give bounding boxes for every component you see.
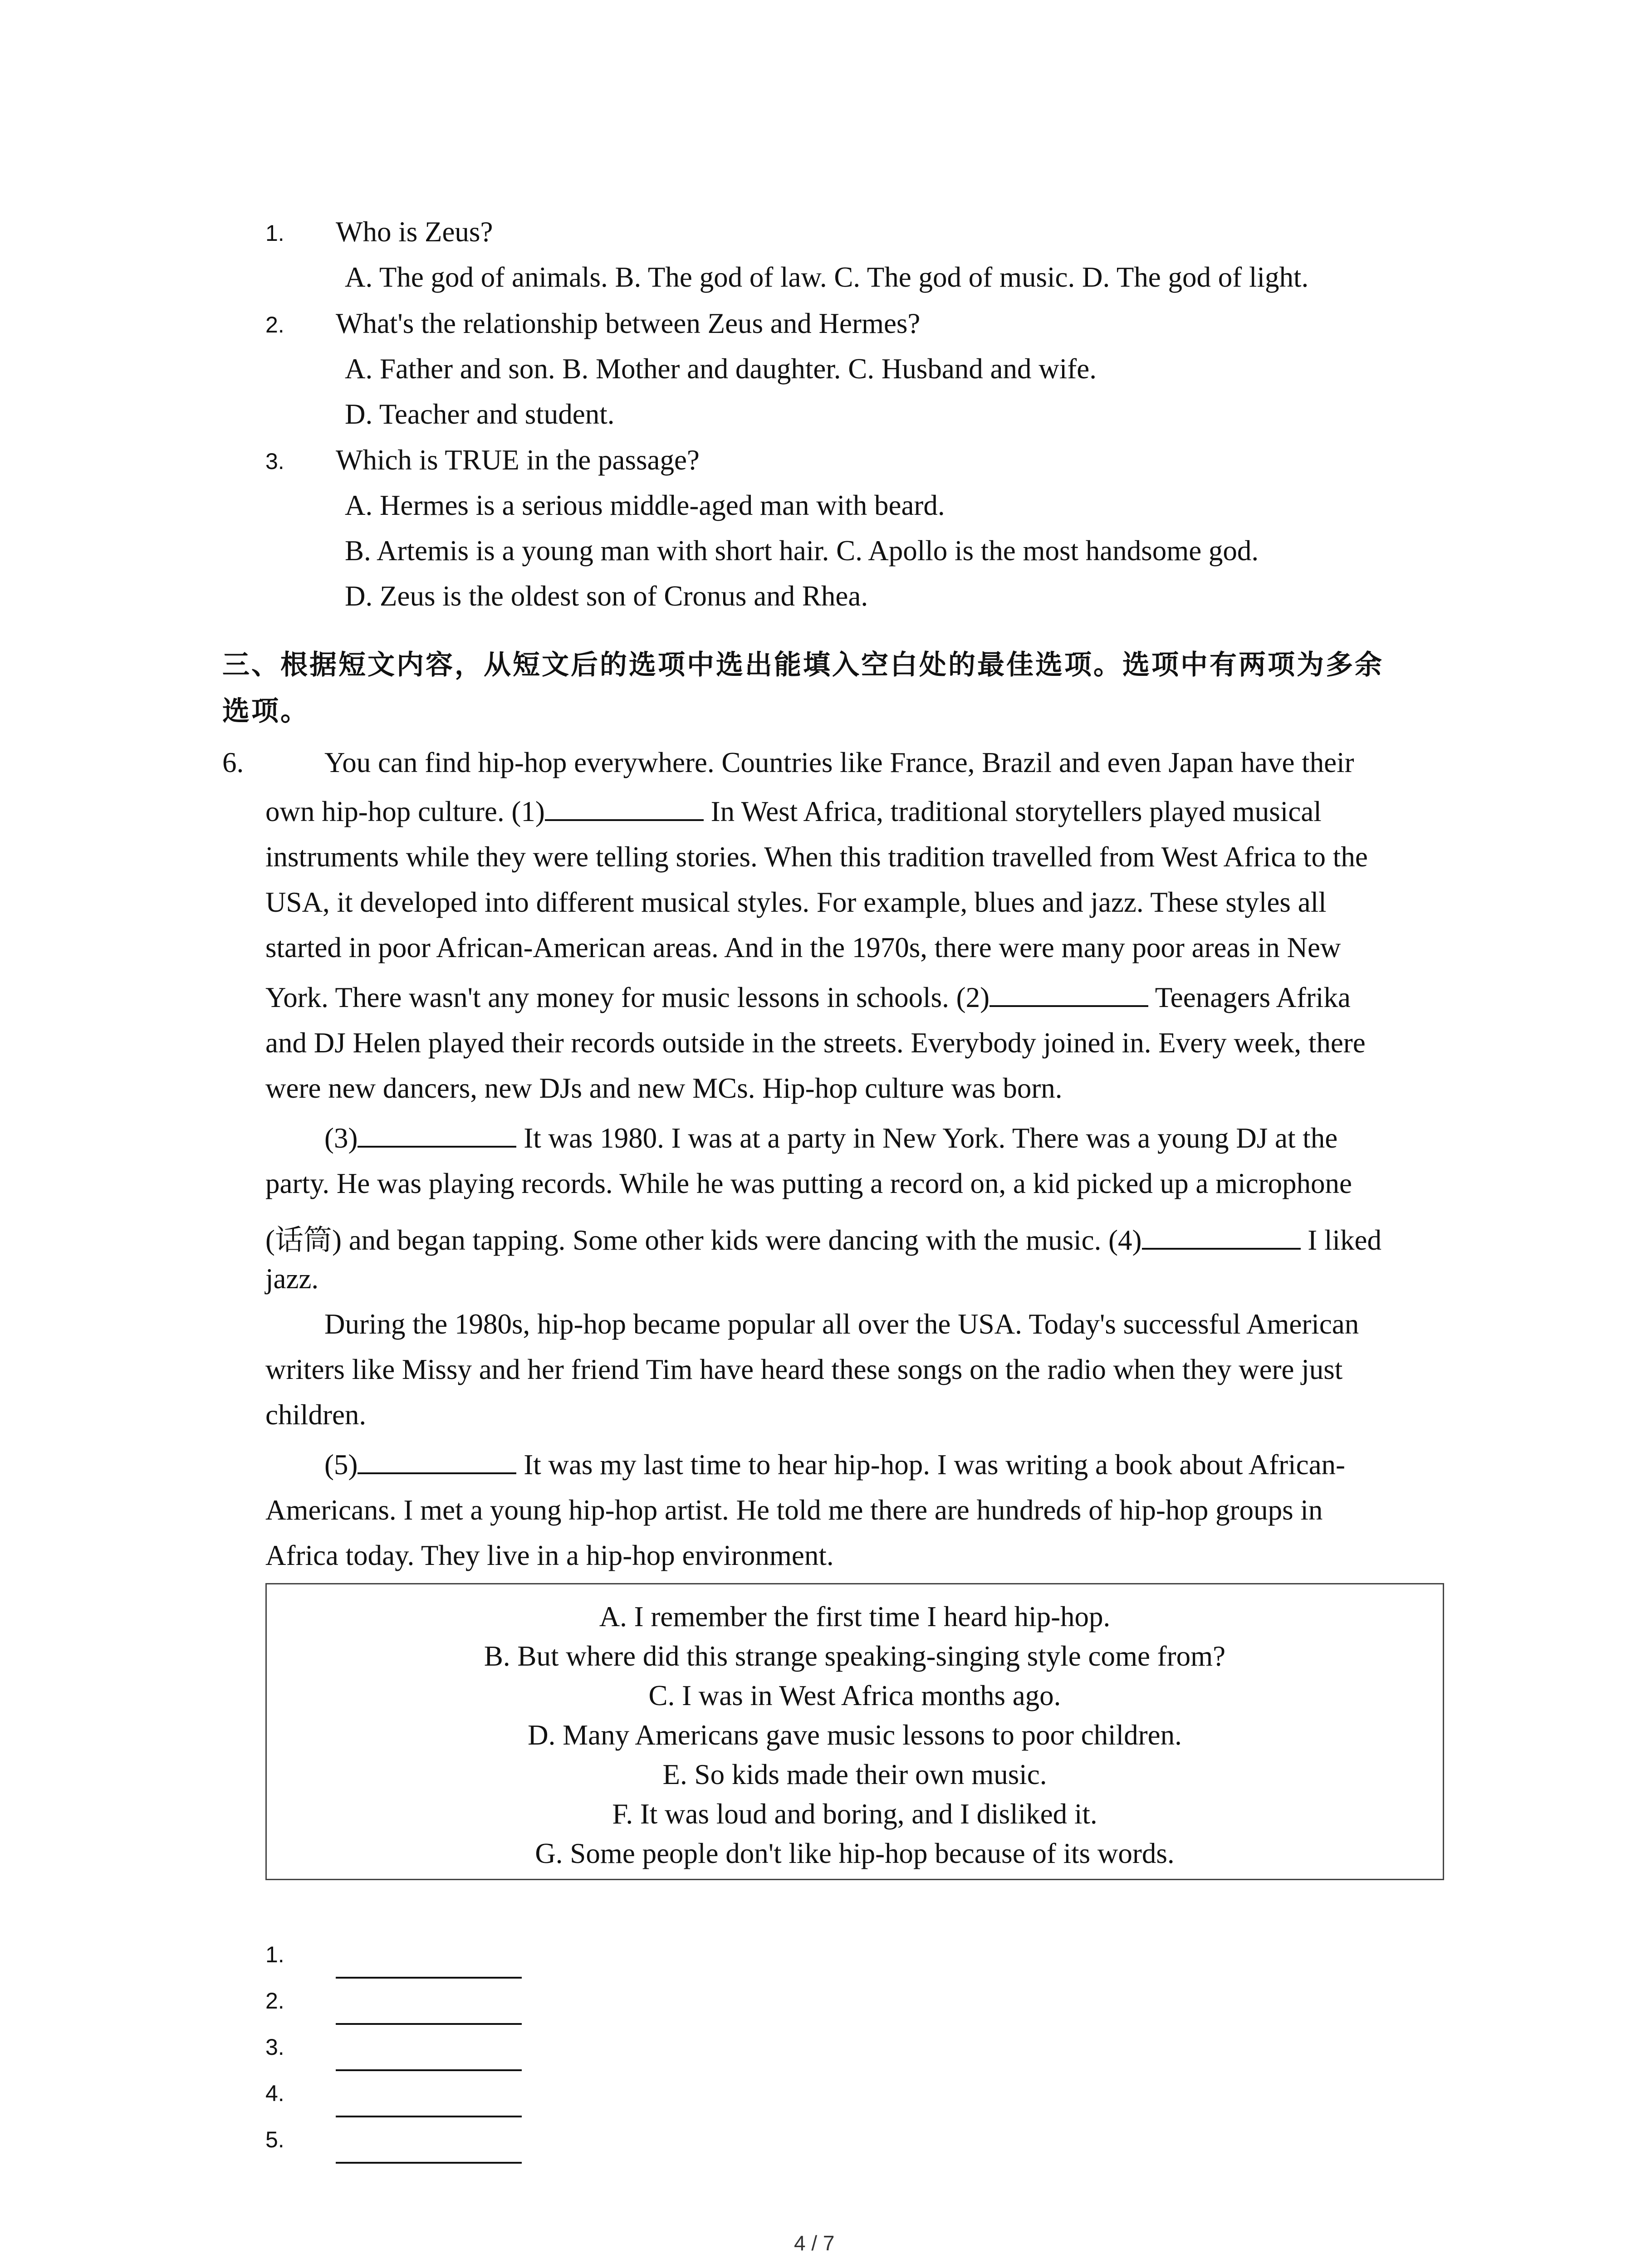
passage-line: (3) It was 1980. I was at a party in New York. There was a young DJ at the [324, 1122, 1338, 1154]
page-number: 4 / 7 [794, 2231, 835, 2255]
passage-line: instruments while they were telling stories. When this tradition travelled from West Africa to the [265, 841, 1368, 873]
option-a: A. I remember the first time I heard hip-hop. [599, 1601, 1111, 1633]
passage-line: jazz. [265, 1263, 319, 1295]
question-options: D. Zeus is the oldest son of Cronus and Rhea. [345, 580, 868, 612]
passage-line: (5) It was my last time to hear hip-hop. I was writing a book about African- [324, 1449, 1346, 1481]
blank-3[interactable] [358, 1145, 516, 1148]
option-b: B. But where did this strange speaking-singing style come from? [484, 1640, 1226, 1672]
question-stem: Which is TRUE in the passage? [336, 444, 700, 476]
question-stem: Who is Zeus? [336, 216, 493, 248]
question-number: 2. [265, 312, 284, 337]
passage-line: children. [265, 1399, 367, 1431]
answer-blank-3[interactable] [336, 2069, 522, 2071]
passage-line: Americans. I met a young hip-hop artist. He told me there are hundreds of hip-hop groups in [265, 1494, 1323, 1526]
passage-line: started in poor African-American areas. And in the 1970s, there were many poor areas in New [265, 932, 1341, 963]
question-stem: What's the relationship between Zeus and Hermes? [336, 308, 921, 339]
section-heading-line2: 选项。 [222, 695, 309, 727]
answer-blank-4[interactable] [336, 2116, 522, 2117]
passage-line: and DJ Helen played their records outside in the streets. Everybody joined in. Every week, there [265, 1027, 1366, 1059]
answer-number: 4. [265, 2081, 284, 2106]
question-number: 1. [265, 220, 284, 246]
passage-line: Africa today. They live in a hip-hop environment. [265, 1540, 834, 1571]
blank-2[interactable] [989, 1005, 1148, 1007]
blank-5[interactable] [358, 1472, 516, 1474]
answer-number: 1. [265, 1942, 284, 1967]
passage-line: York. There wasn't any money for music lessons in schools. (2) Teenagers Afrika [265, 982, 1351, 1013]
passage-line: During the 1980s, hip-hop became popular all over the USA. Today's successful American [324, 1308, 1359, 1340]
passage-line: USA, it developed into different musical styles. For example, blues and jazz. These styles all [265, 886, 1327, 918]
option-e: E. So kids made their own music. [662, 1759, 1047, 1790]
question-number: 3. [265, 449, 284, 474]
option-c: C. I was in West Africa months ago. [648, 1680, 1061, 1711]
blank-4[interactable] [1142, 1247, 1301, 1250]
answer-number: 3. [265, 2034, 284, 2060]
option-d: D. Many Americans gave music lessons to poor children. [528, 1719, 1182, 1751]
options-box [265, 1583, 1444, 1880]
answer-blank-5[interactable] [336, 2162, 522, 2164]
passage-line: own hip-hop culture. (1) In West Africa, traditional storytellers played musical [265, 796, 1322, 827]
answer-blank-1[interactable] [336, 1977, 522, 1979]
answer-number: 2. [265, 1988, 284, 2014]
question-options: D. Teacher and student. [345, 398, 615, 430]
question-options: A. The god of animals. B. The god of law. C. The god of music. D. The god of light. [345, 261, 1309, 293]
question-options: B. Artemis is a young man with short hair. C. Apollo is the most handsome god. [345, 535, 1259, 567]
option-f: F. It was loud and boring, and I disliked it. [612, 1798, 1097, 1830]
option-g: G. Some people don't like hip-hop because of its words. [535, 1838, 1175, 1869]
question-options: A. Hermes is a serious middle-aged man with beard. [345, 489, 945, 521]
passage-line: writers like Missy and her friend Tim have heard these songs on the radio when they were just [265, 1354, 1343, 1385]
passage-line: You can find hip-hop everywhere. Countries like France, Brazil and even Japan have their [324, 747, 1354, 778]
question-options: A. Father and son. B. Mother and daughter. C. Husband and wife. [345, 353, 1097, 385]
blank-1[interactable] [545, 819, 704, 821]
passage-line: party. He was playing records. While he was putting a record on, a kid picked up a microphone [265, 1168, 1352, 1199]
answer-number: 5. [265, 2127, 284, 2152]
answer-blank-2[interactable] [336, 2023, 522, 2025]
passage-line: were new dancers, new DJs and new MCs. Hip-hop culture was born. [265, 1072, 1063, 1104]
passage-number: 6. [222, 747, 244, 778]
section-heading-line1: 三、根据短文内容，从短文后的选项中选出能填入空白处的最佳选项。选项中有两项为多余 [222, 649, 1384, 681]
passage-line: (话筒) and began tapping. Some other kids were dancing with the music. (4) I liked [265, 1224, 1381, 1256]
